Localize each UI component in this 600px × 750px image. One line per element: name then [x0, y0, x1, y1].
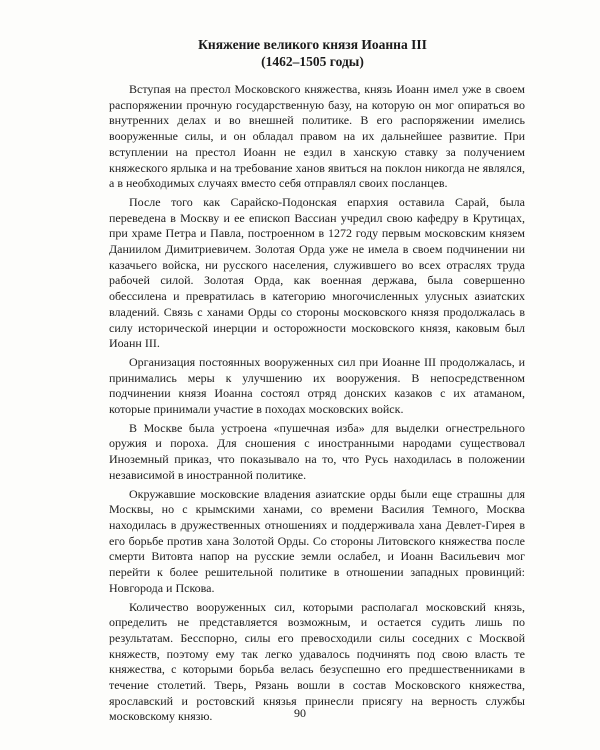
paragraph-1: Вступая на престол Московского княжества, князь Иоанн имел уже в своем распоряжении прочную государственную базу, на которую он мог опираться во внутренних делах и во внешней политике. В его распоряжении имелись вооруженные силы, и он обладал правом на их дальнейшее развитие. При вступлении на престол Иоанн не ездил в ханскую ставку за получением княжеского ярлыка и на требование ханов явиться на поклон никогда не являлся, а в необходимых случаях вместо себя отправлял своих посланцев. — [109, 82, 525, 191]
paragraph-3: Организация постоянных вооруженных сил при Иоанне III продолжалась, и принимались меры к улучшению их вооружения. В непосредственном подчинении князя Иоанна состоял отряд донских казаков с их атаманом, которые принимали участие в походах московских войск. — [109, 354, 525, 417]
paragraph-6: Количество вооруженных сил, которыми располагал московский князь, определить не представляется возможным, и остается судить лишь по результатам. Бесспорно, силы его превосходили силы соседних с Москвой княжеств, поэтому ему так легко удавалось подчинять под свою власть те княжества, с которыми борьба велась безуспешно его предшественниками в течение столетий. Тверь, Рязань вошли в состав Московского княжества, ярославский и ростовский князья принесли присягу на верность службы московскому князю. — [109, 599, 525, 724]
chapter-title-line-2: (1462–1505 годы) — [261, 54, 364, 69]
body-text — [109, 82, 525, 728]
page-number: 90 — [294, 706, 306, 720]
chapter-title — [100, 36, 525, 70]
paragraph-5: Окружавшие московские владения азиатские орды были еще страшны для Москвы, но с крымскими ханами, со времени Василия Темного, Москва находилась в дружественных отношениях и поддерживала хана Девлет-Гирея в его борьбе против хана Золотой Орды. Со стороны Литовского княжества после смерти Витовта напор на русские земли ослабел, и Иоанн Васильевич мог перейти к более решительной политике в отношении западных провинций: Новгорода и Пскова. — [109, 486, 525, 595]
paragraph-2: После того как Сарайско-Подонская епархия оставила Сарай, была переведена в Москву и ее епископ Вассиан учредил свою кафедру в Крутицах, при храме Петра и Павла, построенном в 1272 году первым московским князем Даниилом Димитриевичем. Золотая Орда уже не имела в своем подчинении ни казачьего войска, ни русского населения, служившего во всех отраслях труда рабочей силой. Золотая Орда, как военная держава, была совершенно обессилена и превратилась в категорию многочисленных улусных азиатских владений. Связь с ханами Орды со стороны московского князя продолжалась в силу исторической инерции и осторожности московского князя, каковым был Иоанн III. — [109, 194, 525, 351]
chapter-title-line-1: Княжение великого князя Иоанна III — [198, 37, 427, 52]
paragraph-4: В Москве была устроена «пушечная изба» для выделки огнестрельного оружия и пороха. Для сношения с иностранными народами существовал Иноземный приказ, что показывало на то, что Русь находилась в положении независимой в иностранной политике. — [109, 420, 525, 482]
